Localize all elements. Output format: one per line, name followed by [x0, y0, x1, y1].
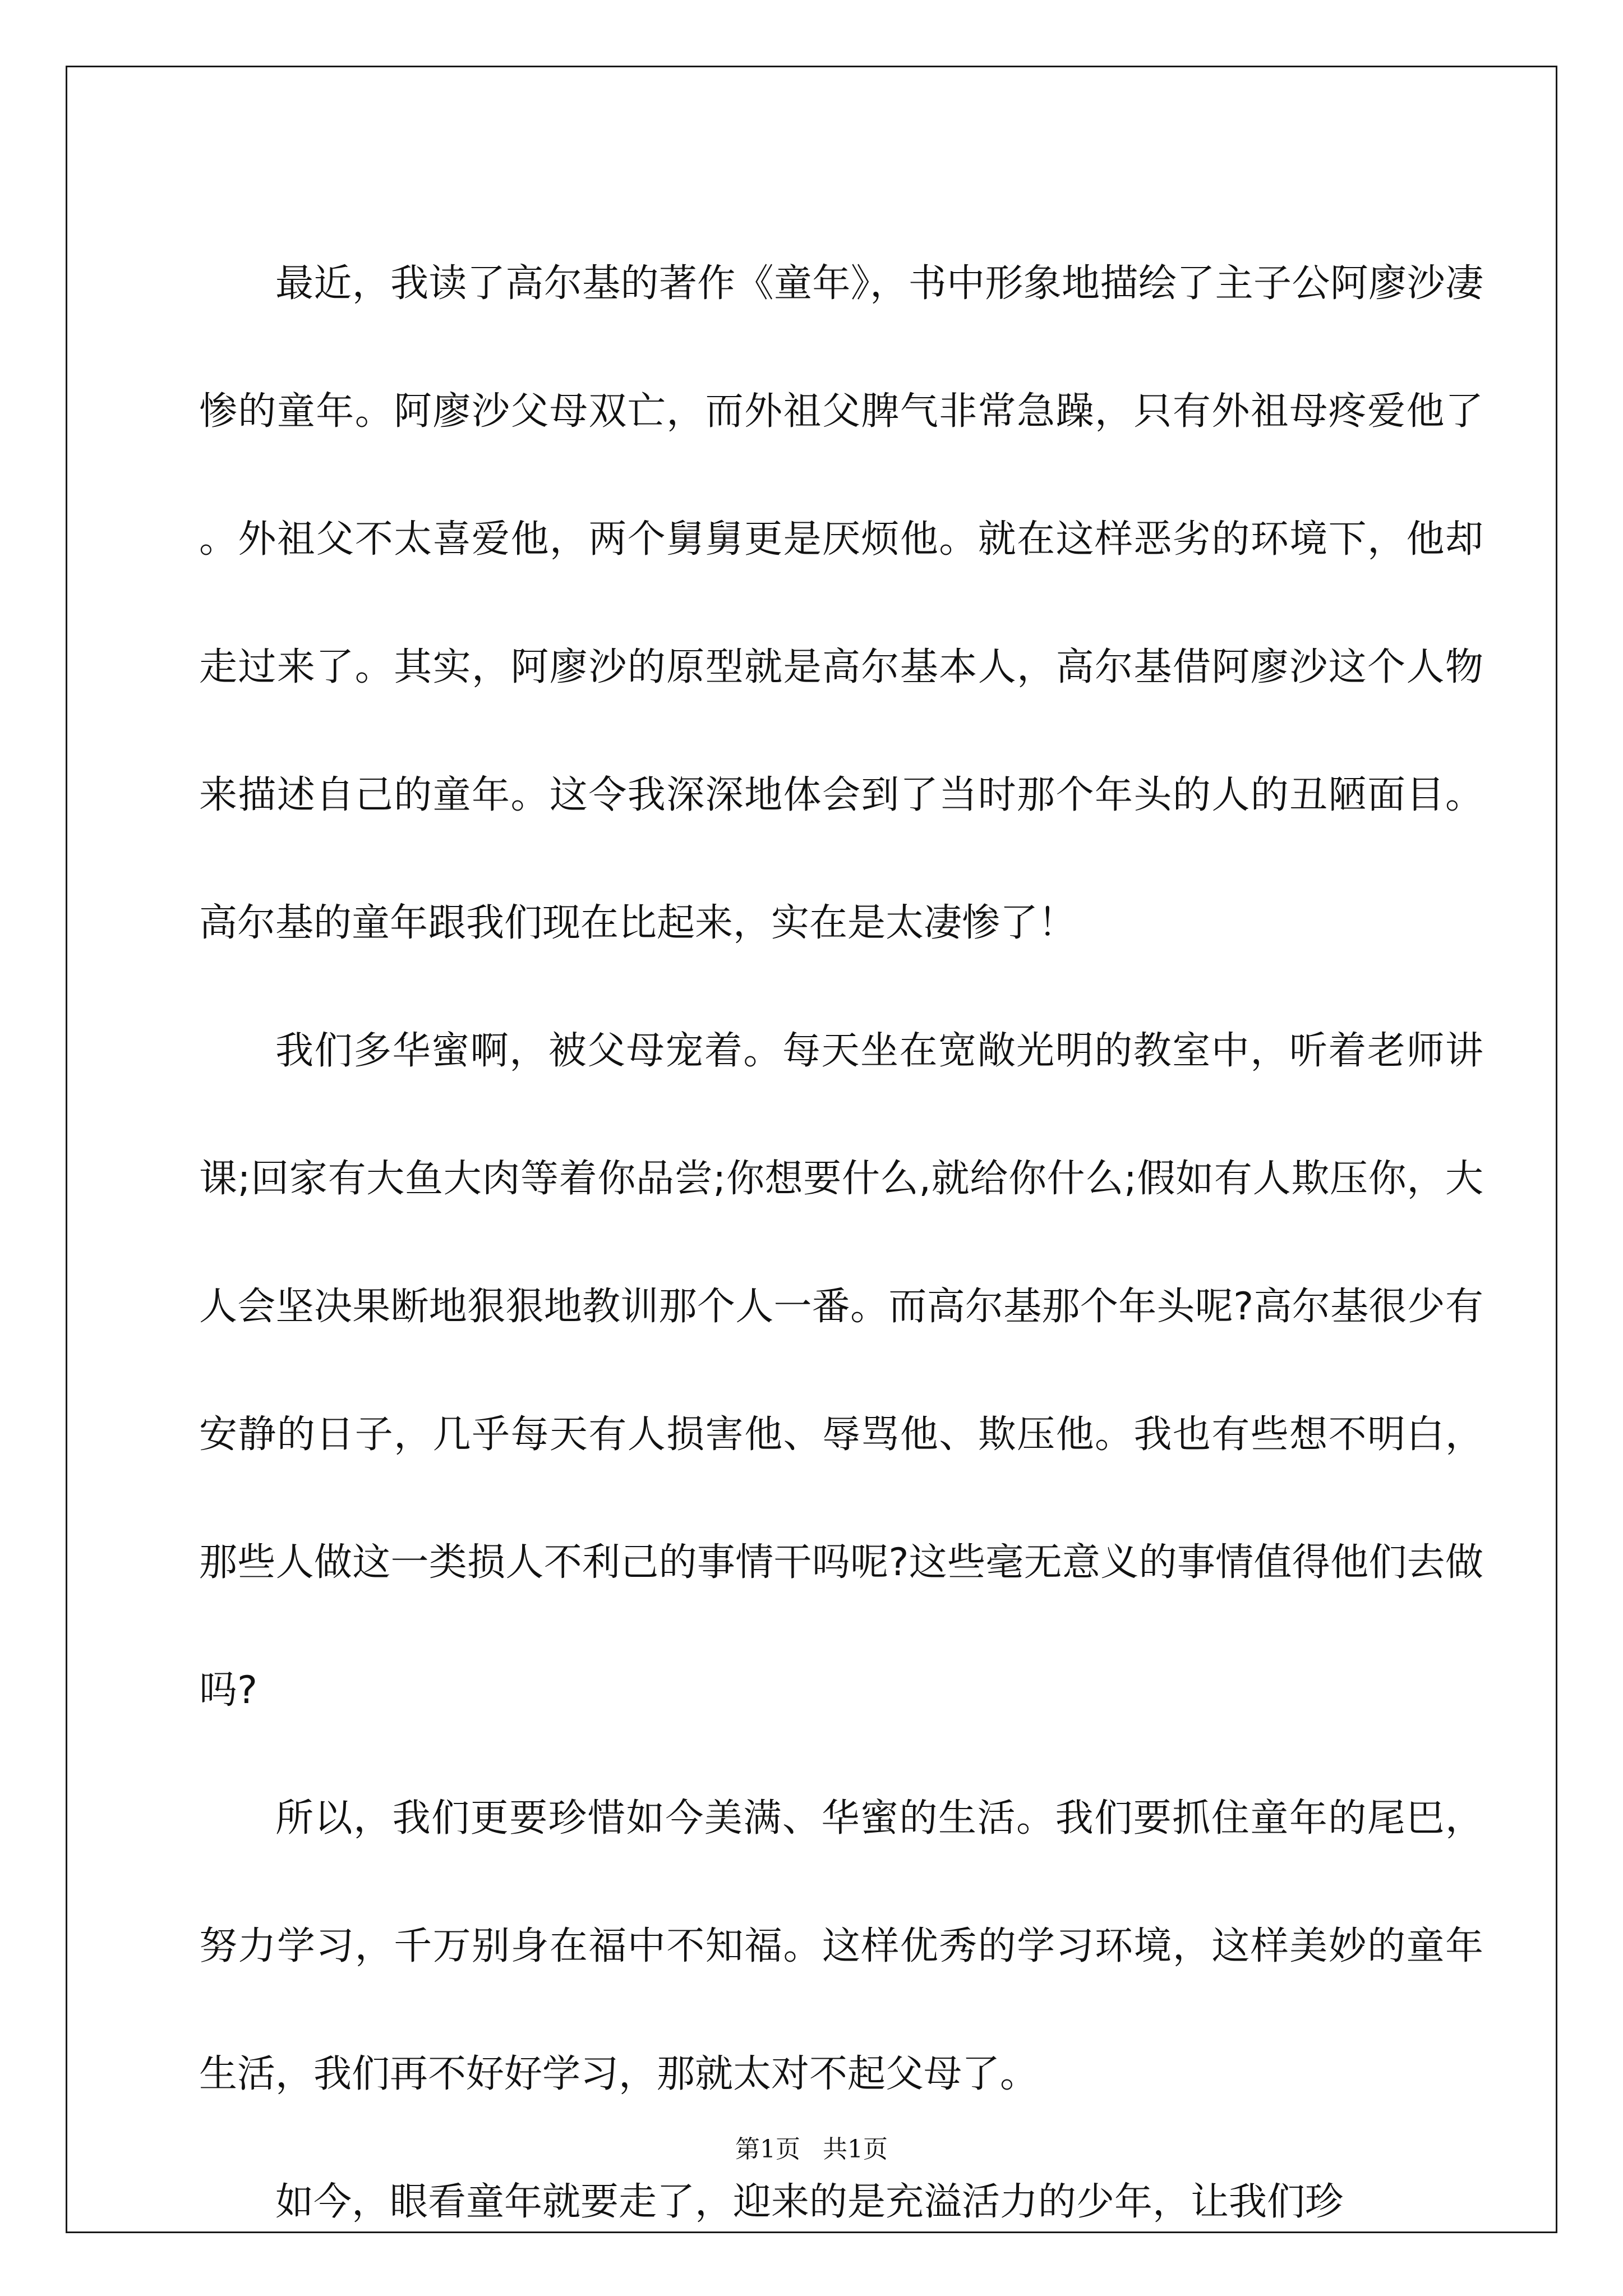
paragraph-3: 所以，我们更要珍惜如今美满、华蜜的生活。我们要抓住童年的尾巴，努力学习，千万别身在福中不知福。这样优秀的学习环境，这样美妙的童年生活，我们再不好好学习，那就太对不起父母了。 [199, 1796, 1483, 2096]
paragraph-4: 如今，眼看童年就要走了，迎来的是充溢活力的少年，让我们珍 [275, 2180, 1344, 2224]
page-number-current: 第1页 [735, 2135, 800, 2164]
document-body [199, 220, 1483, 2266]
paragraph-1: 最近，我读了高尔基的著作《童年》，书中形象地描绘了主子公阿廖沙凄惨的童年。阿廖沙父母双亡，而外祖父脾气非常急躁，只有外祖母疼爱他了。外祖父不太喜爱他，两个舅舅更是厌烦他。就在这样恶劣的环境下，他却走过来了。其实，阿廖沙的原型就是高尔基本人，高尔基借阿廖沙这个人物来描述自己的童年。这令我深深地体会到了当时那个年头的人的丑陋面目。高尔基的童年跟我们现在比起来，实在是太凄惨了！ [199, 261, 1483, 945]
page-number-total: 共1页 [823, 2135, 888, 2164]
paragraph-2: 我们多华蜜啊，被父母宠着。每天坐在宽敞光明的教室中，听着老师讲课;回家有大鱼大肉等着你品尝;你想要什么,就给你什么;假如有人欺压你，大人会坚决果断地狠狠地教训那个人一番。而高尔基那个年头呢?高尔基很少有安静的日子，几乎每天有人损害他、辱骂他、欺压他。我也有些想不明白，那些人做这一类损人不利己的事情干吗呢?这些毫无意义的事情值得他们去做吗? [199, 1029, 1483, 1713]
page-footer [0, 2129, 1623, 2165]
